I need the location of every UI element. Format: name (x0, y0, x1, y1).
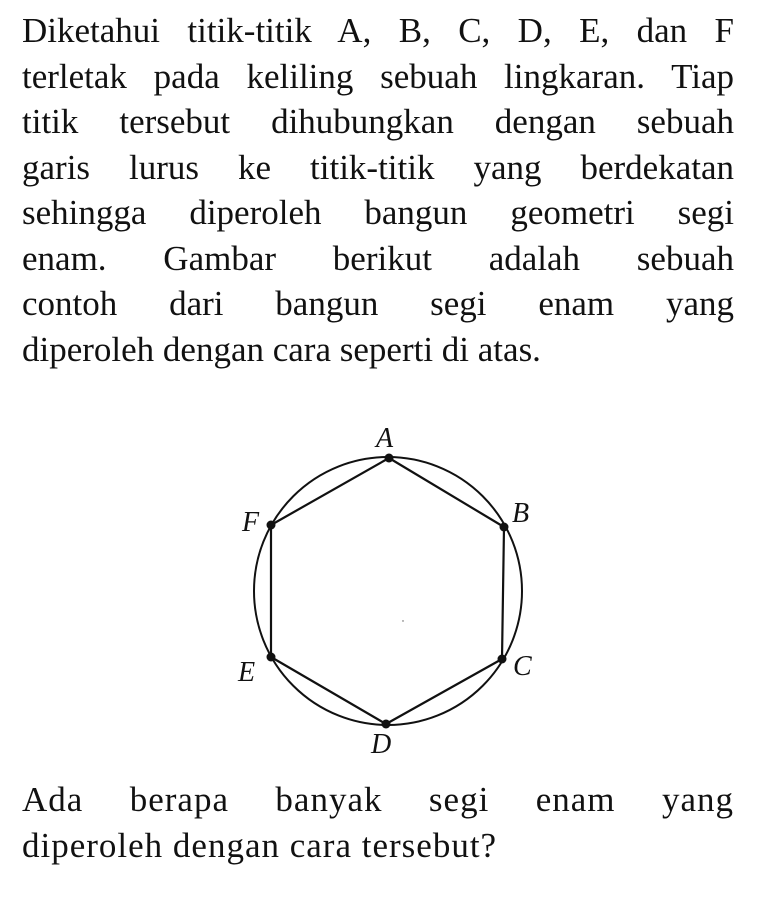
hexagon-outline (271, 458, 504, 724)
center-speck (402, 620, 403, 621)
label-b: B (512, 498, 530, 529)
question-line-1: Ada berapa banyak segi enam yang (22, 780, 734, 819)
label-d: D (371, 729, 392, 760)
intro-line-6: enam. Gambar berikut adalah sebuah (22, 238, 734, 278)
vertex-dots (267, 454, 509, 729)
intro-line-8: diperoleh dengan cara seperti di atas. (22, 329, 541, 369)
vertex-dot-e (267, 653, 276, 662)
label-f: F (242, 507, 260, 538)
vertex-dot-c (498, 655, 507, 664)
intro-line-7: contoh dari bangun segi enam yang (22, 284, 734, 323)
intro-line-4: garis lurus ke titik-titik yang berdekatan (22, 147, 734, 187)
vertex-dot-b (500, 523, 509, 532)
label-c: C (513, 651, 532, 682)
vertex-dot-f (267, 521, 276, 530)
vertex-dot-d (382, 720, 391, 729)
intro-line-1: Diketahui titik-titik A, B, C, D, E, dan F (22, 11, 734, 50)
vertex-dot-a (385, 454, 394, 463)
intro-line-5: sehingga diperoleh bangun geometri segi (22, 193, 734, 232)
circumscribed-circle (254, 457, 522, 725)
label-e: E (238, 657, 256, 688)
intro-line-3: titik tersebut dihubungkan dengan sebuah (22, 102, 734, 141)
problem-question (22, 777, 734, 868)
question-line-2: diperoleh dengan cara tersebut? (22, 825, 498, 865)
intro-line-2: terletak pada keliling sebuah lingkaran. Tiap (22, 56, 734, 96)
label-a: A (376, 423, 394, 454)
